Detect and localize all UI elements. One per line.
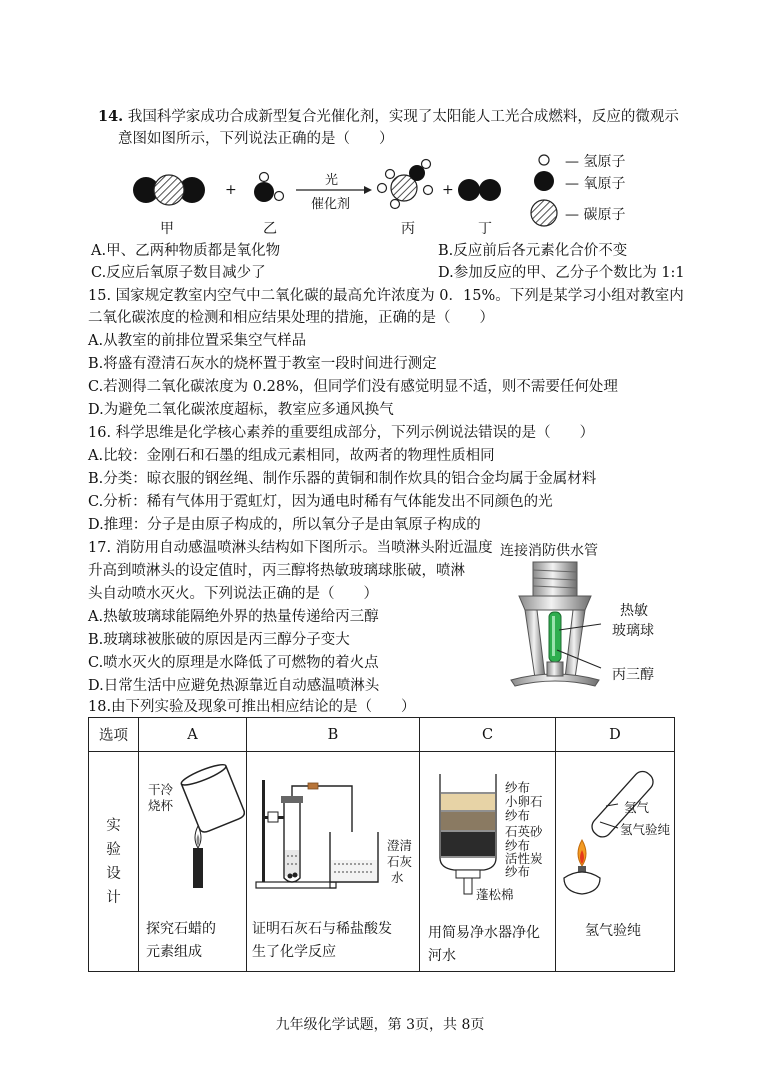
molecule-jia-co2 [133, 175, 205, 205]
caption-a-line2: 元素组成 [146, 944, 202, 960]
q17-stem-line3: 头自动喷水灭火。下列说法正确的是（ ） [88, 586, 378, 602]
caption-b-line2: 生了化学反应 [252, 944, 336, 960]
q17-stem-line1: 17. 消防用自动感温喷淋头结构如下图所示。当喷淋头附近温度 [88, 540, 493, 556]
label-yi: 乙 [263, 221, 277, 237]
q15-option-c: C.若测得二氧化碳浓度为 0.28%，但同学们没有感觉明显不适，则不需要任何处理 [88, 379, 618, 395]
sprinkler-title: 连接消防供水管 [500, 543, 598, 559]
q14-number: 14. [98, 108, 124, 125]
q16-option-d: D.推理：分子是由原子构成的，所以氧分子是由氧原子构成的 [88, 517, 481, 533]
q15-stem-line2: 二氧化碳浓度的检测和相应结果处理的措施，正确的是（ ） [88, 310, 494, 326]
q14-option-a: A.甲、乙两种物质都是氧化物 [91, 243, 281, 259]
figure-a-label-1: 干冷 [148, 782, 174, 797]
q15-stem-line1: 15. 国家规定教室内空气中二氧化碳的最高允许浓度为 0．15%。下列是某学习小组对教室内 [88, 288, 684, 304]
q15-option-b: B.将盛有澄清石灰水的烧杯置于教室一段时间进行测定 [88, 356, 437, 372]
q18-stem: 18.由下列实验及现象可推出相应结论的是（ ） [88, 699, 416, 715]
figure-c-layer-5: 纱布 [505, 838, 531, 853]
sprinkler-head-figure [505, 560, 605, 700]
row-label-experiment-design: 实 验 设 计 [89, 752, 139, 972]
caption-c-line1: 用简易净水器净化 [428, 925, 540, 941]
header-b: B [247, 718, 420, 752]
q14-stem-line1 [98, 107, 679, 127]
label-jia: 甲 [160, 221, 174, 237]
molecule-bing-ch3oh [378, 160, 433, 209]
q17-stem-line2: 升高到喷淋头的设定值时，丙三醇将热敏玻璃球胀破，喷淋 [88, 563, 465, 579]
figure-b-label-2: 石灰 [387, 854, 413, 869]
header-a: A [139, 718, 247, 752]
figure-c-water-purifier [434, 770, 504, 896]
q16-stem: 16. 科学思维是化学核心素养的重要组成部分，下列示例说法错误的是（ ） [88, 425, 595, 441]
figure-c-layer-6: 活性炭 [505, 851, 543, 866]
caption-b-line1: 证明石灰石与稀盐酸发 [252, 921, 392, 937]
page-footer: 九年级化学试题，第 3页，共 8页 [275, 1017, 485, 1033]
label-bing: 丙 [401, 221, 415, 237]
sprinkler-label-glycerol: 丙三醇 [612, 667, 654, 683]
legend-oxygen: — 氧原子 [565, 176, 626, 192]
legend-carbon: — 碳原子 [565, 207, 626, 223]
q17-option-a: A.热敏玻璃球能隔绝外界的热量传递给丙三醇 [88, 609, 379, 625]
q17-option-b: B.玻璃球被胀破的原因是丙三醇分子变大 [88, 632, 350, 648]
q14-option-b: B.反应前后各元素化合价不变 [438, 243, 628, 259]
molecule-yi-h2o [254, 173, 284, 203]
q14-reaction-diagram [120, 150, 740, 240]
q16-option-b: B.分类：晾衣服的钢丝绳、制作乐器的黄铜和制作炊具的铝合金均属于金属材料 [88, 471, 597, 487]
q14-option-c: C.反应后氧原子数目减少了 [91, 265, 266, 281]
sprinkler-label-bulb-2: 玻璃球 [612, 623, 654, 639]
legend-hydrogen: — 氢原子 [565, 154, 626, 170]
figure-c-layer-8: 蓬松棉 [476, 887, 514, 902]
q16-option-a: A.比较：金刚石和石墨的组成元素相同，故两者的物理性质相同 [88, 448, 495, 464]
q15-option-d: D.为避免二氧化碳浓度超标，教室应多通风换气 [88, 402, 394, 418]
q17-option-d: D.日常生活中应避免热源靠近自动感温喷淋头 [88, 678, 380, 694]
q17-option-c: C.喷水灭火的原理是水降低了可燃物的着火点 [88, 655, 379, 671]
figure-c-layer-3: 纱布 [505, 808, 531, 823]
header-d: D [556, 718, 675, 752]
header-c: C [420, 718, 556, 752]
figure-c-layer-1: 纱布 [505, 780, 531, 795]
label-ding: 丁 [478, 221, 492, 237]
table-header-row [89, 718, 675, 752]
header-option: 选项 [89, 718, 139, 752]
figure-a-label-2: 烧杯 [148, 798, 174, 813]
q14-stem-text1: 我国科学家成功合成新型复合光催化剂，实现了太阳能人工光合成燃料，反应的微观示 [127, 109, 679, 125]
caption-d-line1: 氢气验纯 [585, 923, 641, 939]
figure-d-label-purity: 氢气验纯 [620, 822, 671, 837]
q16-option-c: C.分析：稀有气体用于霓虹灯，因为通电时稀有气体能发出不同颜色的光 [88, 494, 553, 510]
caption-a-line1: 探究石蜡的 [146, 921, 216, 937]
figure-b-label-3: 水 [391, 870, 404, 885]
arrow-label-catalyst: 催化剂 [311, 197, 351, 212]
q14-option-d: D.参加反应的甲、乙分子个数比为 1:1 [438, 265, 685, 281]
arrow-label-light: 光 [325, 173, 339, 188]
q15-option-a: A.从教室的前排位置采集空气样品 [88, 333, 307, 349]
figure-b-label-1: 澄清 [387, 838, 413, 853]
caption-c-line2: 河水 [428, 948, 456, 964]
legend-symbols [531, 155, 557, 226]
figure-c-layer-7: 纱布 [505, 864, 531, 879]
figure-d-label-hydrogen: 氢气 [624, 800, 650, 815]
plus-sign-2: + [442, 182, 454, 198]
sprinkler-label-bulb-1: 热敏 [620, 603, 648, 619]
figure-a-candle-beaker [140, 756, 245, 891]
plus-sign-1: + [225, 182, 237, 198]
figure-c-layer-4: 石英砂 [505, 824, 543, 839]
molecule-ding-o2 [458, 179, 501, 201]
q14-stem-line2: 意图如图所示，下列说法正确的是（ ） [118, 131, 394, 147]
figure-c-layer-2: 小卵石 [505, 794, 543, 809]
